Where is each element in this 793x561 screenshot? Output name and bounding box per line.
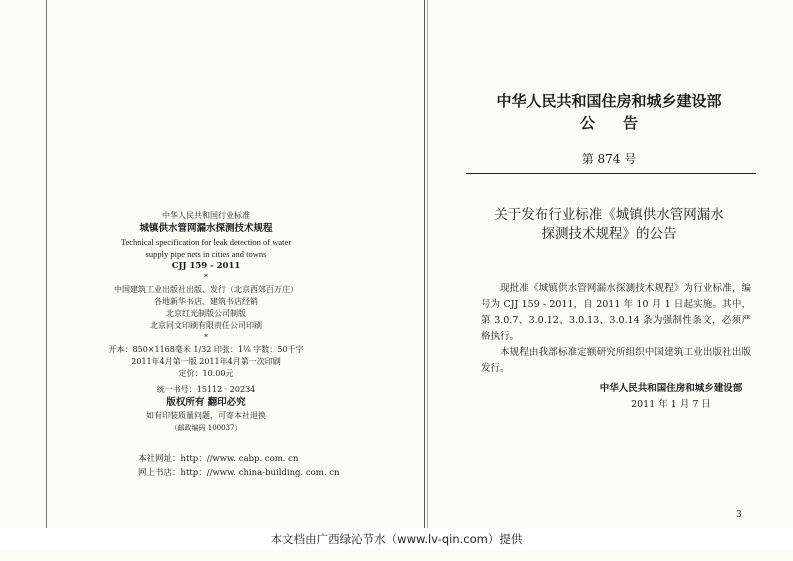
- announcement-body: [481, 281, 751, 377]
- announcement-heading: 公告: [579, 114, 666, 132]
- signature-organization: 中华人民共和国住房和城乡建设部: [599, 383, 743, 394]
- left-page: [46, 0, 424, 530]
- imprint-series: 中华人民共和国行业标准: [162, 211, 250, 220]
- imprint-return-policy: 如有印装质量问题，可寄本社退换: [146, 411, 266, 420]
- body-paragraph-2: 本规程由我部标准定额研究所组织中国建筑工业出版社出版发行。: [481, 347, 751, 374]
- announcement-number: 第 874 号: [581, 152, 637, 166]
- header-rule: [466, 173, 756, 174]
- imprint-block: [46, 210, 366, 434]
- right-page: [426, 0, 792, 530]
- imprint-edition: 2011年4月第一版 2011年4月第一次印刷: [131, 357, 281, 366]
- imprint-separator: *: [204, 273, 208, 282]
- publisher-website: 本社网址：http：//www. cabp. com. cn: [138, 454, 299, 464]
- page-number: 3: [736, 510, 742, 520]
- document-title-line-2: 探测技术规程》的公告: [541, 226, 677, 242]
- imprint-plate-maker: 北京红光制版公司制版: [166, 309, 246, 318]
- imprint-title: 城镇供水管网漏水探测技术规程: [139, 223, 273, 234]
- imprint-english-title-1: Technical specification for leak detection of water: [120, 237, 292, 247]
- imprint-price: 定价：10.00元: [178, 369, 234, 378]
- document-title-line-1: 关于发布行业标准《城镇供水管网漏水: [494, 207, 724, 223]
- document-title: [426, 206, 792, 244]
- imprint-separator-2: *: [204, 333, 208, 342]
- imprint-distributor: 各地新华书店、建筑书店经销: [154, 297, 258, 306]
- gutter-line: [424, 0, 425, 530]
- source-footer: 本文档由广西绿沁节水（www.lv-qin.com）提供: [0, 528, 793, 550]
- imprint-format: 开本：850×1168毫米 1/32 印张：1⅛ 字数：50千字: [108, 345, 304, 354]
- imprint-publisher: 中国建筑工业出版社出版、发行（北京西郊百万庄）: [114, 285, 298, 294]
- signature-block: [586, 381, 756, 413]
- imprint-english-title-2: supply pipe nets in cities and towns: [145, 249, 267, 259]
- imprint-standard-code: CJJ 159 - 2011: [171, 261, 241, 271]
- imprint-book-number: 统一书号：15112 · 20234: [156, 385, 256, 394]
- online-bookstore: 网上书店：http：//www. china-building. com. cn: [138, 468, 340, 478]
- signature-date: 2011 年 1 月 7 日: [631, 399, 711, 410]
- imprint-postcode: （邮政编码 100037）: [170, 424, 242, 432]
- imprint-printer: 北京同文印刷有限责任公司印刷: [150, 321, 262, 330]
- imprint-copyright: 版权所有 翻印必究: [166, 397, 246, 408]
- body-paragraph-1: 现批准《城镇供水管网漏水探测技术规程》为行业标准，编号为 CJJ 159 - 2011，自 2011 年 10 月 1 日起实施。其中，第 3.0.7、3.0.12、3.0.13、3.0.14 条为强制性条文，必须严格执行。: [481, 283, 751, 342]
- ministry-name: 中华人民共和国住房和城乡建设部: [496, 92, 722, 110]
